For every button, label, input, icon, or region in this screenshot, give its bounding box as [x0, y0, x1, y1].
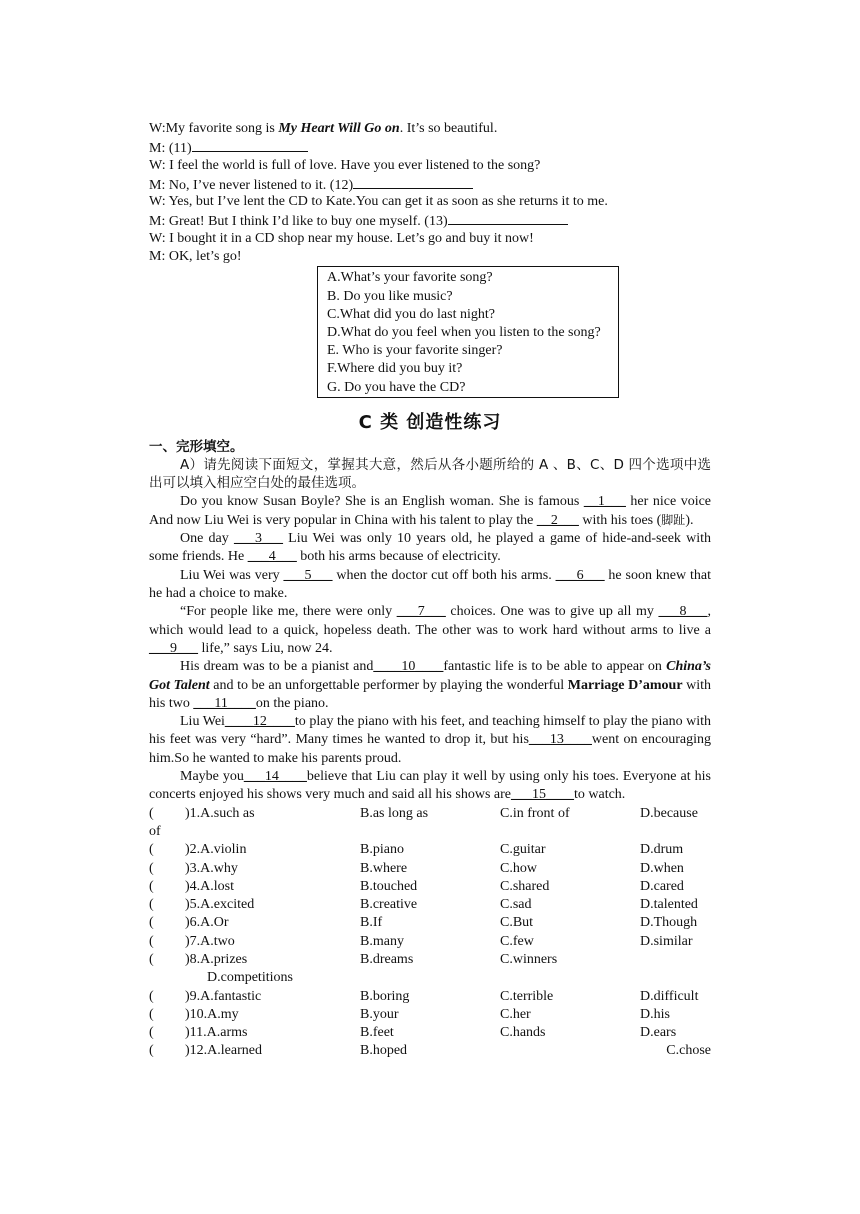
question-row: ( )7.A.two B.many C.few D.similar: [149, 933, 693, 949]
option-item: E. Who is your favorite singer?: [327, 343, 503, 359]
question-row: ( )11.A.arms B.feet C.hands D.ears: [149, 1025, 677, 1041]
cloze-blank: ___7___: [396, 604, 446, 620]
answer-blank-11[interactable]: [192, 138, 308, 152]
cloze-blank: ___13____: [528, 732, 592, 748]
option-item: B. Do you like music?: [327, 288, 453, 304]
cloze-blank: ____12____: [224, 714, 295, 730]
answer-blank-12[interactable]: [353, 175, 473, 189]
question-row: ( )4.A.lost B.touched C.shared D.cared: [149, 878, 684, 894]
worksheet-page: [149, 120, 711, 1061]
dialogue-line: W: Yes, but I’ve lent the CD to Kate.You can get it as soon as she returns it to me.: [149, 194, 608, 210]
passage-paragraph: His dream was to be a pianist and____10____fantastic life is to be able to appear on China’s Got Talent and to be an unforgettable performer by playing the wonderful Marriage D’amour with his two ___11____on the piano.: [149, 659, 712, 711]
question-row: ( )2.A.violin B.piano C.guitar D.drum: [149, 842, 684, 858]
question-row: ( )8.A.prizes B.dreams C.winners: [149, 952, 558, 967]
dialogue: [149, 120, 711, 266]
answer-blank-13[interactable]: [448, 211, 568, 225]
question-row: ( )5.A.excited B.creative C.sad D.talented: [149, 897, 698, 913]
cloze-blank: ____10____: [373, 659, 444, 675]
question-list: [149, 805, 711, 1061]
question-row: ( )1.A.such as B.as long as C.in front of D.because: [149, 805, 698, 821]
dialogue-line: M: OK, let’s go!: [149, 249, 242, 265]
question-row: ( )12.A.learned B.hoped C.chose: [149, 1043, 711, 1059]
passage-paragraph: One day ___3___ Liu Wei was only 10 years old, he played a game of hide-and-seek with some friends. He ___4___ both his arms because of electricity.: [149, 531, 712, 565]
cloze-blank: ___9___: [149, 640, 198, 656]
passage-paragraph: “For people like me, there were only ___7___ choices. One was to give up all my ___8___, which would lead to a quick, hopeless death. The other was to work hard without arms to live a ___9___ life,” says Liu, now 24.: [149, 604, 711, 656]
dialogue-line: M: (11): [149, 138, 711, 156]
cloze-blank: __2___: [536, 512, 579, 528]
dialogue-line: W: I feel the world is full of love. Have you ever listened to the song?: [149, 157, 541, 173]
cloze-blank: ___3___: [233, 531, 283, 547]
cloze-blank: ___5___: [283, 567, 333, 583]
cloze-blank: ___11____: [193, 695, 256, 711]
options-box: [317, 266, 619, 397]
dialogue-line: W: I bought it in a CD shop near my house. Let’s go and buy it now!: [149, 230, 534, 246]
option-item: G. Do you have the CD?: [327, 379, 466, 395]
passage-paragraph: Do you know Susan Boyle? She is an English woman. She is famous __1___ her nice voice And now Liu Wei is very popular in China with his talent to play the __2___ with his toes (脚趾).: [149, 493, 712, 528]
option-item: A.What’s your favorite song?: [327, 270, 493, 286]
question-wrap: D.competitions: [207, 970, 293, 986]
cloze-blank: __1___: [583, 493, 626, 509]
passage-paragraph: Maybe you___14____believe that Liu can play it well by using only his toes. Everyone at his concerts enjoyed his shows very much and said all his shows are___15____to watch.: [149, 769, 711, 803]
instruction: A）请先阅读下面短文，掌握其大意，然后从各小题所给的 A 、B、C、D 四个选项中选出可以填入相应空白处的最佳选项。: [149, 456, 711, 492]
cloze-blank: ___15____: [510, 787, 574, 803]
question-row: ( )3.A.why B.where C.how D.when: [149, 860, 684, 876]
cloze-blank: ___4___: [247, 549, 297, 565]
passage-paragraph: Liu Wei____12____to play the piano with his feet, and teaching himself to play the piano with his feet was very “hard”. Many times he wanted to drop it, but his___13____went on encouraging him.So he wanted to make his parents proud.: [149, 714, 711, 766]
cloze-blank: ___14____: [243, 769, 307, 785]
dialogue-line: W:My favorite song is My Heart Will Go on. It’s so beautiful.: [149, 121, 498, 136]
option-item: F.Where did you buy it?: [327, 361, 463, 377]
part-heading: 一、完形填空。: [149, 438, 244, 455]
question-wrap: of: [149, 823, 161, 839]
cloze-blank: ___6___: [555, 567, 605, 583]
question-row: ( )6.A.Or B.If C.But D.Though: [149, 915, 698, 931]
option-item: C.What did you do last night?: [327, 306, 495, 322]
cloze-blank: ___8___: [658, 604, 708, 620]
question-row: ( )9.A.fantastic B.boring C.terrible D.difficult: [149, 988, 699, 1004]
question-row: ( )10.A.my B.your C.her D.his: [149, 1006, 670, 1022]
section-title: C 类 创造性练习: [358, 411, 502, 433]
passage-paragraph: Liu Wei was very ___5___ when the doctor cut off both his arms. ___6___ he soon knew that he had a choice to make.: [149, 567, 711, 602]
dialogue-line: M: No, I’ve never listened to it. (12): [149, 175, 711, 193]
dialogue-line: M: Great! But I think I’d like to buy one myself. (13): [149, 211, 711, 229]
option-item: D.What do you feel when you listen to the song?: [327, 324, 601, 340]
